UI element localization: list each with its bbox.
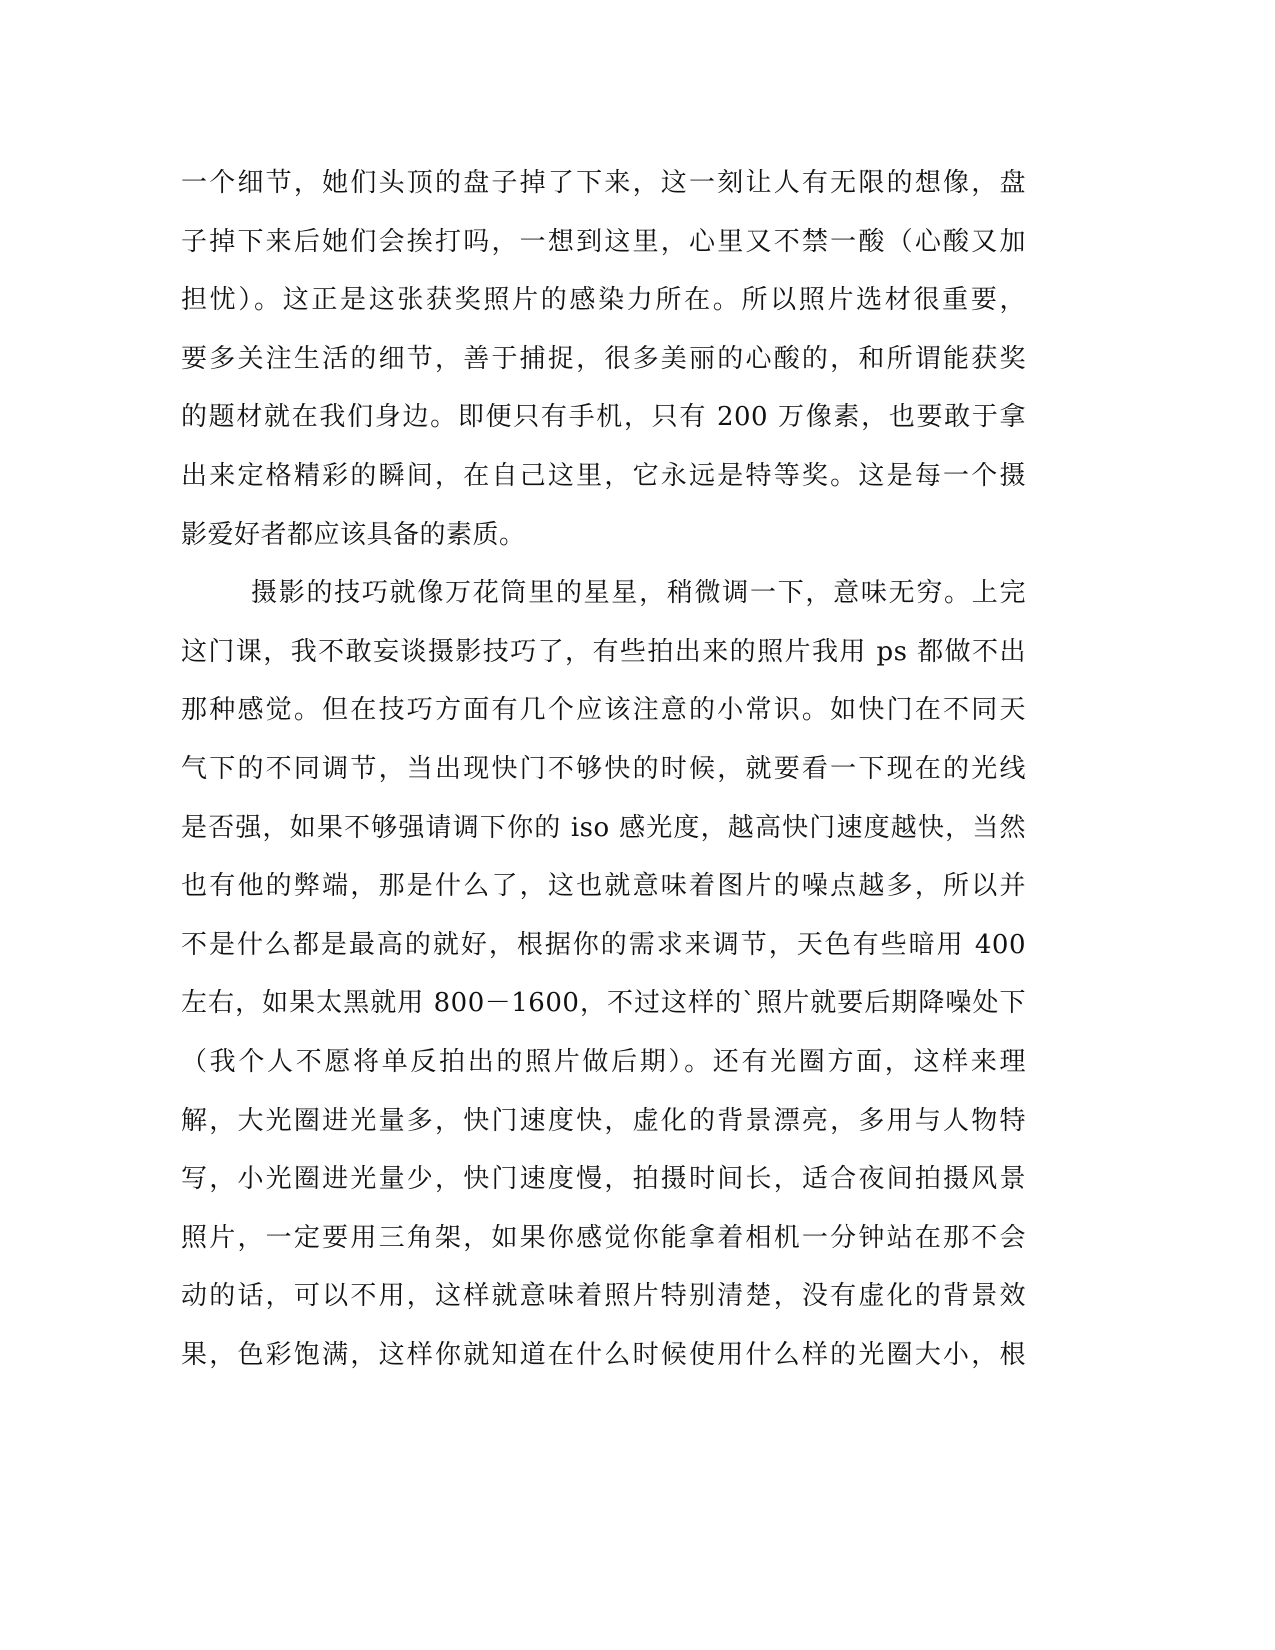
text-line: 照片，一定要用三角架，如果你感觉你能拿着相机一分钟站在那不会 xyxy=(181,1222,1026,1253)
text-line: 气下的不同调节，当出现快门不够快的时候，就要看一下现在的光线 xyxy=(181,753,1026,784)
text-line: 子掉下来后她们会挨打吗，一想到这里，心里又不禁一酸（心酸又加 xyxy=(181,226,1026,257)
text-line: （我个人不愿将单反拍出的照片做后期）。还有光圈方面，这样来理 xyxy=(181,1046,1026,1077)
text-line: 果，色彩饱满，这样你就知道在什么时候使用什么样的光圈大小，根 xyxy=(181,1339,1026,1370)
text-line: 影爱好者都应该具备的素质。 xyxy=(181,519,526,550)
text-line: 是否强，如果不够强请调下你的 iso 感光度，越高快门速度越快，当然 xyxy=(181,812,1026,843)
text-line: 动的话，可以不用，这样就意味着照片特别清楚，没有虚化的背景效 xyxy=(181,1281,1026,1312)
text-line: 左右，如果太黑就用 800－1600，不过这样的`照片就要后期降噪处下 xyxy=(181,988,1026,1019)
text-line: 写，小光圈进光量少，快门速度慢，拍摄时间长，适合夜间拍摄风景 xyxy=(181,1164,1026,1195)
text-line: 也有他的弊端，那是什么了，这也就意味着图片的噪点越多，所以并 xyxy=(181,871,1026,902)
text-line: 的题材就在我们身边。即便只有手机，只有 200 万像素，也要敢于拿 xyxy=(181,402,1026,433)
text-line: 一个细节，她们头顶的盘子掉了下来，这一刻让人有无限的想像，盘 xyxy=(181,168,1026,198)
text-line: 出来定格精彩的瞬间，在自己这里，它永远是特等奖。这是每一个摄 xyxy=(181,460,1026,491)
body-text xyxy=(181,160,1026,1390)
text-line: 这门课，我不敢妄谈摄影技巧了，有些拍出来的照片我用 ps 都做不出 xyxy=(181,636,1026,667)
text-line: 要多关注生活的细节，善于捕捉，很多美丽的心酸的，和所谓能获奖 xyxy=(181,343,1026,374)
text-line: 解，大光圈进光量多，快门速度快，虚化的背景漂亮，多用与人物特 xyxy=(181,1105,1026,1136)
text-line: 不是什么都是最高的就好，根据你的需求来调节，天色有些暗用 400 xyxy=(181,929,1026,960)
text-line: 那种感觉。但在技巧方面有几个应该注意的小常识。如快门在不同天 xyxy=(181,695,1026,726)
paragraph-first-line: 摄影的技巧就像万花筒里的星星，稍微调一下，意味无穷。上完 xyxy=(251,578,1026,609)
text-line: 担忧）。这正是这张获奖照片的感染力所在。所以照片选材很重要， xyxy=(181,285,1026,316)
